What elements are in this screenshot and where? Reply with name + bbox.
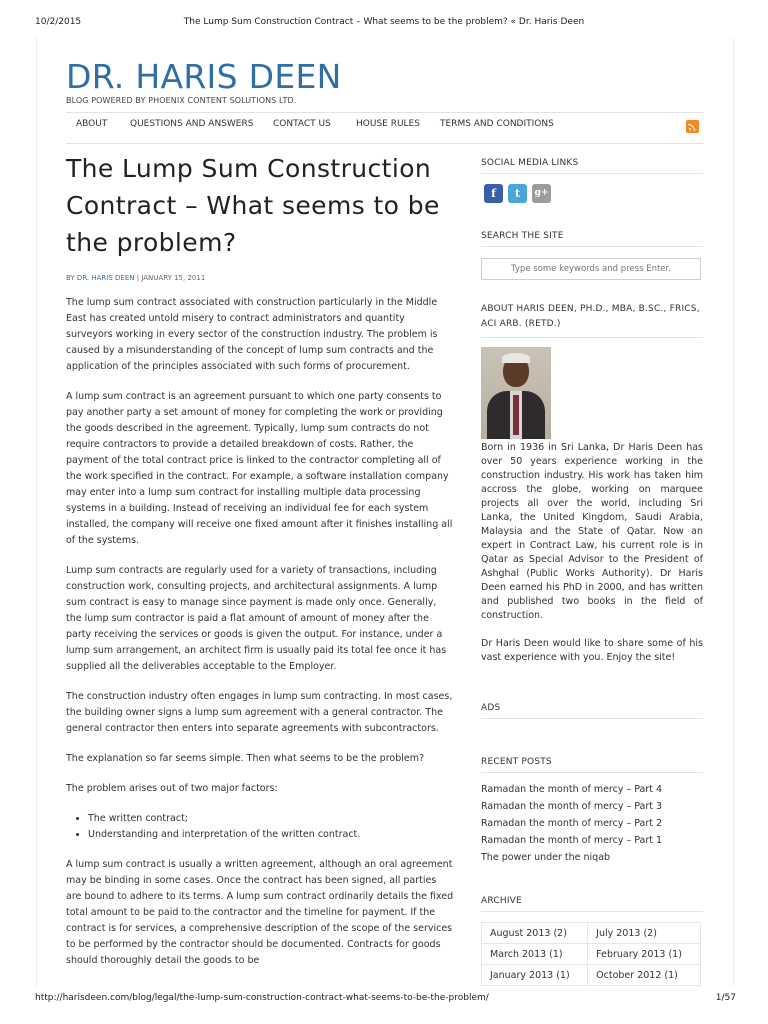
- archive-link[interactable]: August 2013 (2): [482, 923, 588, 944]
- recent-post-link[interactable]: Ramadan the month of mercy – Part 4: [481, 784, 663, 795]
- recent-post-link[interactable]: Ramadan the month of mercy – Part 3: [481, 801, 663, 812]
- post-paragraph: Lump sum contracts are regularly used for a variety of transactions, including construction work, consulting projects, and architectural assignments. A lump sum contract is easy to manage since payment is made only once. Generally, the lump sum contractor is paid a flat amount of amount of money after the party receiving the services or goods is given the output. For instance, under a lump sum arrangement, an architect firm is usually paid its total fee once it has supplied all the deliverables acceptable to the Employer.: [66, 565, 447, 672]
- archive-row: [482, 944, 701, 965]
- post-paragraph: The construction industry often engages in lump sum contracting. In most cases, the building owner signs a lump sum agreement with a general contractor. The general contractor then enters into separate agreements with subcontractors.: [66, 691, 453, 734]
- post-date: JANUARY 15, 2011: [141, 274, 206, 282]
- archive-table: [481, 922, 701, 986]
- archive-link[interactable]: January 2013 (1): [482, 965, 588, 986]
- recent-posts-list: [481, 781, 703, 866]
- main-nav: [66, 112, 704, 144]
- print-page-title: The Lump Sum Construction Contract – What seems to be the problem? « Dr. Haris Deen: [183, 17, 585, 27]
- author-bio-paragraph: Dr Haris Deen would like to share some of his vast experience with you. Enjoy the site!: [481, 638, 703, 663]
- twitter-icon[interactable]: t: [508, 184, 527, 203]
- post-bullet-item: • The written contract;: [88, 811, 454, 827]
- post-bullet-item: • Understanding and interpretation of the written contract.: [88, 827, 454, 843]
- post-meta: [66, 274, 205, 282]
- recent-posts-widget-title: RECENT POSTS: [481, 757, 703, 773]
- nav-item-questions-and-answers[interactable]: QUESTIONS AND ANSWERS: [130, 119, 254, 129]
- nav-item-about[interactable]: ABOUT: [76, 119, 108, 129]
- social-media-widget-title: SOCIAL MEDIA LINKS: [481, 158, 703, 174]
- nav-item-terms-and-conditions[interactable]: TERMS AND CONDITIONS: [440, 119, 554, 129]
- recent-post-link[interactable]: Ramadan the month of mercy – Part 2: [481, 818, 663, 829]
- print-url: http://harisdeen.com/blog/legal/the-lump-sum-construction-contract-what-seems-to-be-the-problem/: [35, 993, 489, 1003]
- archive-link[interactable]: March 2013 (1): [482, 944, 588, 965]
- post-title: The Lump Sum Construction Contract – What seems to be the problem?: [66, 154, 440, 257]
- post-author-link[interactable]: DR. HARIS DEEN: [76, 274, 135, 282]
- post-paragraph: The explanation so far seems simple. Then what seems to be the problem?: [66, 753, 425, 764]
- post-bullet-list: [66, 811, 454, 843]
- author-bio: [481, 441, 703, 665]
- post-paragraph: A lump sum contract is an agreement pursuant to which one party consents to pay another party a set amount of money for completing the work or providing the goods described in the agreement. Typically, lump sum contracts do not require contractors to provide a detailed breakdown of costs. Rather, the payment of the total contract price is linked to the contractor completing all of the work specified in the contract. For example, a software installation company may enter into a lump sum contract for installing multiple data processing systems in a building. Instead of receiving an individual fee for each system installed, the company will receive one fixed amount after it finishes installing all of the systems.: [66, 391, 453, 546]
- archive-link[interactable]: July 2013 (2): [588, 923, 701, 944]
- google-plus-icon[interactable]: g+: [532, 184, 551, 203]
- search-widget-title: SEARCH THE SITE: [481, 231, 703, 247]
- ads-widget-title: ADS: [481, 703, 703, 719]
- archive-row: [482, 923, 701, 944]
- archive-link[interactable]: October 2012 (1): [588, 965, 701, 986]
- recent-post-link[interactable]: Ramadan the month of mercy – Part 1: [481, 835, 663, 846]
- nav-item-house-rules[interactable]: HOUSE RULES: [356, 119, 420, 129]
- site-title[interactable]: DR. HARIS DEEN: [66, 57, 342, 96]
- rss-icon[interactable]: [686, 120, 699, 133]
- site-tagline: BLOG POWERED BY PHOENIX CONTENT SOLUTIONS LTD.: [66, 96, 297, 105]
- about-widget-title: ABOUT HARIS DEEN, PH.D., MBA, B.SC., FRICS, ACI ARB. (RETD.): [481, 302, 703, 338]
- facebook-icon[interactable]: f: [484, 184, 503, 203]
- post-paragraph: The problem arises out of two major factors:: [66, 783, 278, 794]
- post-paragraph: A lump sum contract is usually a written agreement, although an oral agreement may be binding in some cases. Once the contract has been signed, all parties are bound to adhere to its terms. A lump sum contract ordinarily details the fixed total amount to be paid to the contractor and the timeline for payment. If the contract is for services, a comprehensive description of the scope of the services to be performed by the contractor should be documented. Contracts for goods should thoroughly detail the goods to be: [66, 859, 454, 966]
- post-body: [66, 295, 454, 983]
- archive-row: [482, 965, 701, 986]
- post-paragraph: The lump sum contract associated with construction particularly in the Middle East has created untold misery to contract administrators and quantity surveyors working in every sector of the construction industry. The problem is caused by a misunderstanding of the concept of lump sum contracts and the application of the principles associated with such forms of procurement.: [66, 297, 438, 372]
- print-page-number: 1/57: [715, 993, 736, 1003]
- archive-link[interactable]: February 2013 (1): [588, 944, 701, 965]
- archive-widget-title: ARCHIVE: [481, 896, 703, 912]
- post-meta-separator: |: [134, 274, 142, 282]
- recent-post-link[interactable]: The power under the niqab: [481, 852, 611, 863]
- author-photo: [481, 347, 551, 439]
- sidebar: [481, 158, 703, 986]
- nav-item-contact-us[interactable]: CONTACT US: [273, 119, 331, 129]
- social-media-links: [481, 184, 703, 206]
- author-bio-paragraph: Born in 1936 in Sri Lanka, Dr Haris Deen has over 50 years experience working in the construction industry. His work has taken him accross the globe, working on marquee projects all over the world, including Sri Lanka, the United Kingdom, Saudi Arabia, Malaysia and the State of Qatar. Now an expert in Contract Law, his current role is in Qatar as Special Advisor to the President of Ashghal (Public Works Authority). Dr Haris Deen earned his PhD in 2000, and has written and published two books in the field of construction.: [481, 442, 703, 621]
- post-meta-by: BY: [66, 274, 77, 282]
- print-date: 10/2/2015: [35, 17, 82, 27]
- search-input[interactable]: [481, 258, 701, 280]
